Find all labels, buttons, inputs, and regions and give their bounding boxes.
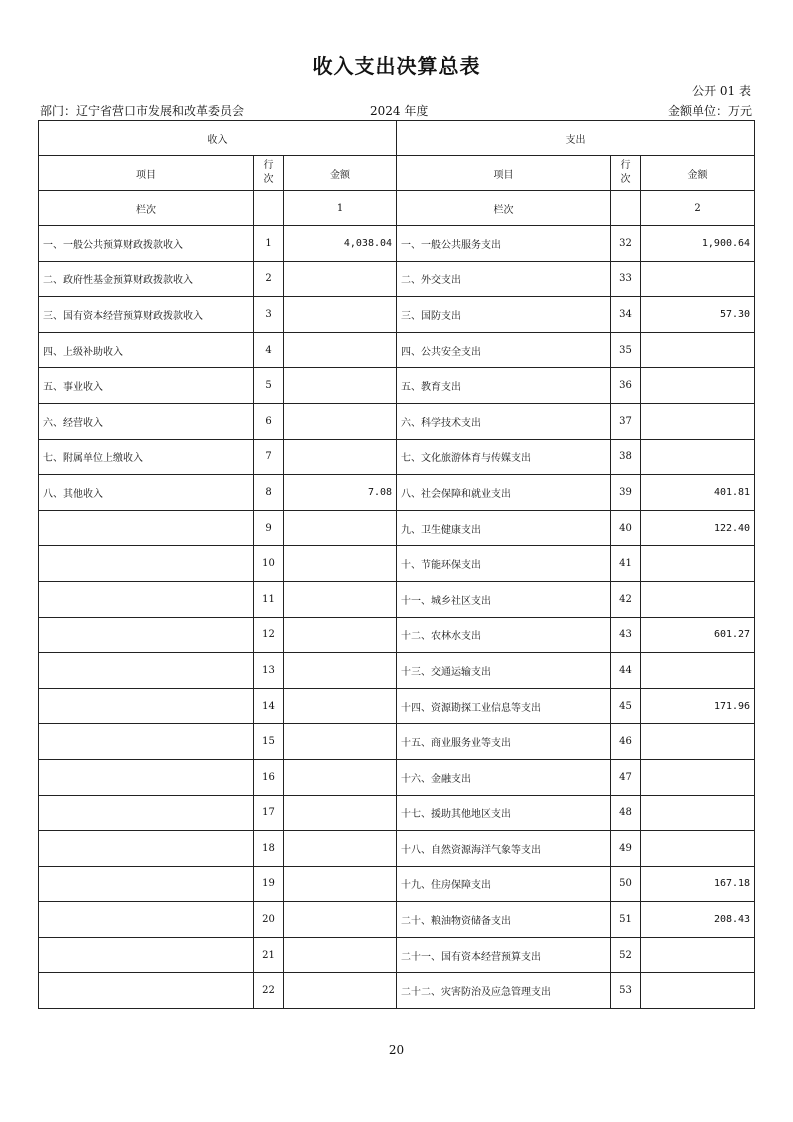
section-header-row [39,121,755,156]
expense-line-number: 33 [611,261,641,297]
income-amount [284,403,397,439]
expense-item: 十九、住房保障支出 [397,866,611,902]
expense-item: 十八、自然资源海洋气象等支出 [397,831,611,867]
income-item: 八、其他收入 [39,475,254,511]
expense-line-number: 39 [611,475,641,511]
expense-amount: 208.43 [641,902,755,938]
expense-line-number: 32 [611,226,641,262]
expense-amount: 57.30 [641,297,755,333]
income-item [39,795,254,831]
expense-header: 支出 [397,121,755,156]
income-line-number: 21 [254,937,284,973]
income-line-number: 1 [254,226,284,262]
expense-col-label: 栏次 [397,191,611,226]
table-row [39,688,755,724]
expense-line-number: 46 [611,724,641,760]
expense-line-number: 44 [611,653,641,689]
page-title: 收入支出决算总表 [312,54,481,78]
income-item [39,902,254,938]
expense-item: 十五、商业服务业等支出 [397,724,611,760]
expense-amount: 171.96 [641,688,755,724]
table-row [39,332,755,368]
income-amount: 7.08 [284,475,397,511]
expense-item: 二、外交支出 [397,261,611,297]
income-header: 收入 [39,121,397,156]
income-line-number: 13 [254,653,284,689]
income-amount-header: 金额 [284,156,397,191]
expense-item: 五、教育支出 [397,368,611,404]
income-line-number: 15 [254,724,284,760]
expense-line-number: 37 [611,403,641,439]
income-item [39,581,254,617]
income-amount [284,724,397,760]
expense-amount [641,973,755,1009]
income-item: 三、国有资本经营预算财政拨款收入 [39,297,254,333]
income-line-number: 7 [254,439,284,475]
income-line-header [254,156,284,191]
table-row [39,226,755,262]
income-line-number: 16 [254,759,284,795]
expense-amount: 167.18 [641,866,755,902]
income-amount [284,332,397,368]
income-amount [284,510,397,546]
income-item [39,831,254,867]
income-item: 四、上级补助收入 [39,332,254,368]
income-line-number: 14 [254,688,284,724]
expense-amount: 1,900.64 [641,226,755,262]
income-line-number: 19 [254,866,284,902]
expense-line-number: 36 [611,368,641,404]
income-line-number: 18 [254,831,284,867]
expense-line-number: 49 [611,831,641,867]
income-amount [284,368,397,404]
expense-line-number: 52 [611,937,641,973]
table-row [39,439,755,475]
expense-item: 十一、城乡社区支出 [397,581,611,617]
expense-col-line-blank [611,191,641,226]
income-item [39,653,254,689]
expense-line-header-label: 行次 [620,160,631,185]
income-item [39,866,254,902]
income-line-number: 10 [254,546,284,582]
expense-item: 三、国防支出 [397,297,611,333]
expense-amount [641,368,755,404]
expense-item: 八、社会保障和就业支出 [397,475,611,511]
expense-amount: 401.81 [641,475,755,511]
department-label: 部门：辽宁省营口市发展和改革委员会 [40,104,245,118]
income-line-header-label: 行次 [263,160,274,185]
expense-amount [641,403,755,439]
income-item [39,617,254,653]
income-line-number: 3 [254,297,284,333]
table-row [39,902,755,938]
income-col-label: 栏次 [39,191,254,226]
expense-line-number: 35 [611,332,641,368]
expense-item: 十七、援助其他地区支出 [397,795,611,831]
income-item [39,724,254,760]
expense-item: 九、卫生健康支出 [397,510,611,546]
income-item [39,937,254,973]
income-col-line-blank [254,191,284,226]
expense-item: 十四、资源勘探工业信息等支出 [397,688,611,724]
income-item: 七、附属单位上缴收入 [39,439,254,475]
income-amount: 4,038.04 [284,226,397,262]
expense-amount [641,653,755,689]
income-item [39,973,254,1009]
form-number: 公开 01 表 [692,84,751,98]
table-row [39,724,755,760]
table-row [39,475,755,511]
expense-item: 四、公共安全支出 [397,332,611,368]
expense-amount: 601.27 [641,617,755,653]
income-line-number: 2 [254,261,284,297]
column-header-row [39,156,755,191]
expense-amount [641,795,755,831]
summary-table [38,120,755,1009]
table-row [39,403,755,439]
income-item [39,688,254,724]
expense-line-number: 53 [611,973,641,1009]
expense-amount [641,759,755,795]
table-row [39,261,755,297]
expense-line-number: 51 [611,902,641,938]
income-item [39,510,254,546]
expense-item-header: 项目 [397,156,611,191]
expense-amount: 122.40 [641,510,755,546]
income-amount [284,297,397,333]
income-amount [284,831,397,867]
income-line-number: 4 [254,332,284,368]
expense-item: 十六、金融支出 [397,759,611,795]
income-line-number: 22 [254,973,284,1009]
expense-amount [641,546,755,582]
income-line-number: 17 [254,795,284,831]
expense-amount [641,439,755,475]
income-amount [284,866,397,902]
expense-line-number: 40 [611,510,641,546]
income-line-number: 6 [254,403,284,439]
table-row [39,546,755,582]
income-line-number: 9 [254,510,284,546]
income-amount [284,759,397,795]
expense-item: 二十一、国有资本经营预算支出 [397,937,611,973]
income-amount [284,617,397,653]
income-line-number: 12 [254,617,284,653]
expense-line-number: 41 [611,546,641,582]
expense-line-number: 38 [611,439,641,475]
fiscal-year: 2024 年度 [370,104,429,118]
income-line-number: 20 [254,902,284,938]
expense-amount [641,332,755,368]
income-amount [284,581,397,617]
expense-item: 十二、农林水支出 [397,617,611,653]
income-amount [284,546,397,582]
income-item [39,759,254,795]
expense-item: 十、节能环保支出 [397,546,611,582]
expense-line-number: 42 [611,581,641,617]
income-amount [284,795,397,831]
expense-line-number: 34 [611,297,641,333]
income-col-number: 1 [284,191,397,226]
expense-col-number: 2 [641,191,755,226]
income-line-number: 5 [254,368,284,404]
income-item: 五、事业收入 [39,368,254,404]
expense-line-number: 50 [611,866,641,902]
expense-amount [641,581,755,617]
table-row [39,297,755,333]
table-row [39,795,755,831]
income-amount [284,902,397,938]
income-line-number: 8 [254,475,284,511]
table-row [39,581,755,617]
expense-line-number: 47 [611,759,641,795]
income-amount [284,653,397,689]
income-item-header: 项目 [39,156,254,191]
expense-item: 二十二、灾害防治及应急管理支出 [397,973,611,1009]
income-item: 二、政府性基金预算财政拨款收入 [39,261,254,297]
expense-item: 一、一般公共服务支出 [397,226,611,262]
expense-line-number: 43 [611,617,641,653]
column-number-row [39,191,755,226]
expense-line-number: 45 [611,688,641,724]
income-amount [284,688,397,724]
page-number: 20 [388,1043,405,1057]
income-line-number: 11 [254,581,284,617]
expense-line-number: 48 [611,795,641,831]
expense-amount [641,261,755,297]
expense-item: 十三、交通运输支出 [397,653,611,689]
income-item: 一、一般公共预算财政拨款收入 [39,226,254,262]
income-amount [284,439,397,475]
income-amount [284,937,397,973]
income-item [39,546,254,582]
expense-amount [641,724,755,760]
table-row [39,759,755,795]
table-row [39,368,755,404]
expense-amount [641,831,755,867]
expense-amount [641,937,755,973]
table-row [39,653,755,689]
income-item: 六、经营收入 [39,403,254,439]
expense-item: 七、文化旅游体育与传媒支出 [397,439,611,475]
income-amount [284,973,397,1009]
table-row [39,831,755,867]
meta-line [40,102,752,118]
table-row [39,973,755,1009]
table-row [39,866,755,902]
table-row [39,937,755,973]
expense-amount-header: 金额 [641,156,755,191]
expense-item: 六、科学技术支出 [397,403,611,439]
expense-line-header [611,156,641,191]
table-row [39,617,755,653]
expense-item: 二十、粮油物资储备支出 [397,902,611,938]
amount-unit: 金额单位：万元 [667,104,752,118]
table-row [39,510,755,546]
income-amount [284,261,397,297]
